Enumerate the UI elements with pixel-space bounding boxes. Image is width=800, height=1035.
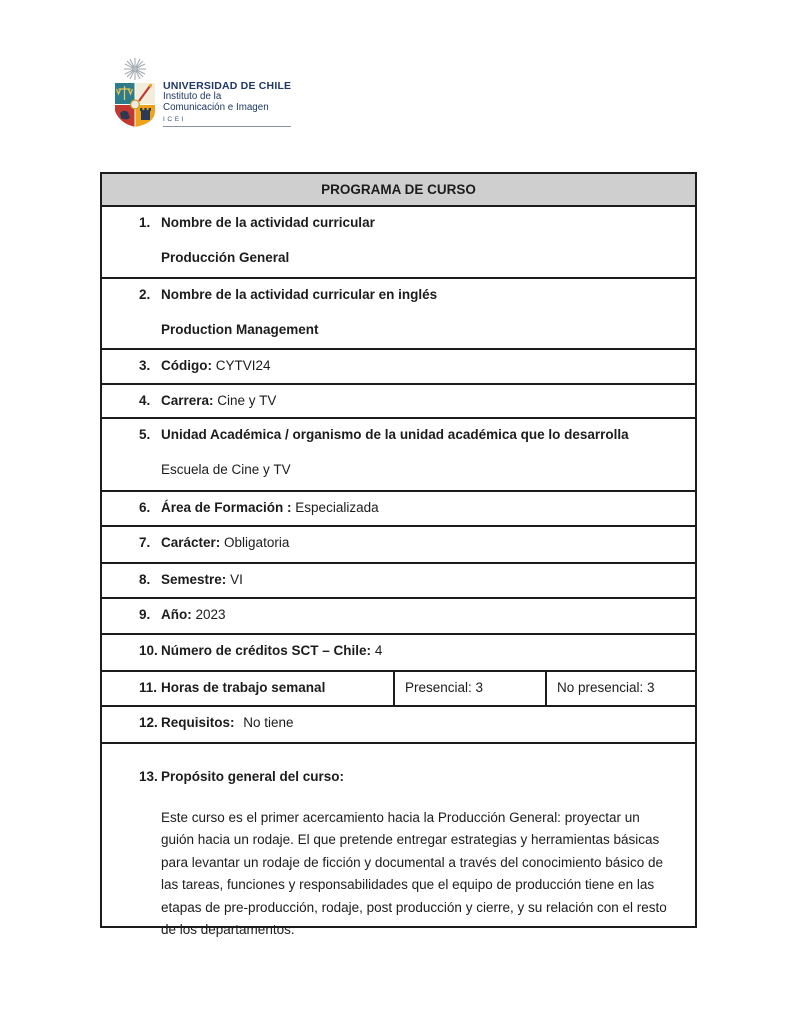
row-nombre-ingles — [102, 277, 695, 348]
row-number: 13. — [139, 769, 158, 784]
row-label: Horas de trabajo semanal — [161, 680, 326, 695]
row-value: CYTVI24 — [215, 358, 271, 373]
presencial-cell: Presencial: 3 — [393, 672, 545, 705]
row-number: 5. — [139, 427, 151, 442]
row-number: 12. — [139, 715, 158, 730]
row-number: 6. — [139, 500, 151, 515]
row-label: Nombre de la actividad curricular en inglés — [161, 287, 438, 302]
row-codigo — [102, 348, 695, 383]
institute-acronym: ICEI — [163, 115, 187, 123]
row-caracter — [102, 525, 695, 562]
row-requisitos — [102, 705, 695, 742]
row-value: VI — [230, 572, 243, 587]
row-number: 2. — [139, 287, 151, 302]
row-value: Escuela de Cine y TV — [161, 462, 291, 477]
row-label: Código: — [161, 358, 212, 373]
horas-label-cell — [102, 672, 393, 705]
row-number: 10. — [139, 643, 158, 658]
row-semestre — [102, 562, 695, 597]
row-label-line — [139, 426, 685, 443]
row-number: 11. — [139, 680, 158, 695]
row-label: Carácter: — [161, 535, 221, 550]
university-crest-icon — [113, 57, 157, 129]
row-value: Cine y TV — [217, 393, 277, 408]
row-label: Número de créditos SCT – Chile: — [161, 643, 372, 658]
row-label: Nombre de la actividad curricular — [161, 215, 375, 230]
row-label: Unidad Académica / organismo de la unidad académica que lo desarrolla — [161, 427, 629, 442]
institute-line1: Instituto de la — [163, 91, 222, 102]
table-title: PROGRAMA DE CURSO — [102, 174, 695, 205]
row-number: 1. — [139, 215, 151, 230]
row-value: 4 — [374, 643, 383, 658]
row-label-line — [139, 286, 685, 303]
row-value: Especializada — [295, 500, 379, 515]
proposito-paragraph: Este curso es el primer acercamiento hacia la Producción General: proyectar un guión hacia un rodaje. El que pretende entregar estrategias y herramientas básicas para levantar un rodaje de ficción y documental a través del conocimiento básico de las tareas, funciones y responsabilidades que el equipo de producción tiene en las etapas de pre-producción, rodaje, post producción y cierre, y su relación con el resto de los departamentos. — [161, 810, 667, 938]
row-anio — [102, 597, 695, 633]
row-area-formacion — [102, 490, 695, 525]
row-value: 2023 — [195, 607, 226, 622]
row-label-line — [139, 214, 685, 231]
row-nombre-actividad — [102, 205, 695, 277]
row-value: Obligatoria — [224, 535, 290, 550]
row-label: Propósito general del curso: — [161, 769, 345, 784]
row-number: 7. — [139, 535, 151, 550]
row-value: No tiene — [243, 715, 294, 730]
logo-text-block — [163, 80, 291, 127]
row-carrera — [102, 383, 695, 417]
university-name: UNIVERSIDAD DE CHILE — [163, 80, 292, 92]
row-value: Production Management — [161, 322, 319, 337]
row-label: Semestre: — [161, 572, 227, 587]
no-presencial-cell: No presencial: 3 — [545, 672, 695, 705]
row-creditos — [102, 633, 695, 670]
university-logo — [113, 57, 291, 129]
row-unidad-academica — [102, 417, 695, 490]
row-label-line — [139, 768, 685, 785]
row-number: 3. — [139, 358, 151, 373]
row-number: 4. — [139, 393, 151, 408]
institute-line2: Comunicación e Imagen — [163, 101, 269, 113]
row-horas-trabajo — [102, 670, 695, 705]
row-value: Producción General — [161, 250, 290, 265]
course-program-table — [100, 172, 697, 938]
row-label: Año: — [161, 607, 192, 622]
row-label: Área de Formación : — [161, 500, 292, 515]
row-proposito-general — [102, 742, 695, 938]
row-number: 9. — [139, 607, 151, 622]
row-number: 8. — [139, 572, 151, 587]
row-label: Carrera: — [161, 393, 214, 408]
row-label: Requisitos: — [161, 715, 235, 730]
